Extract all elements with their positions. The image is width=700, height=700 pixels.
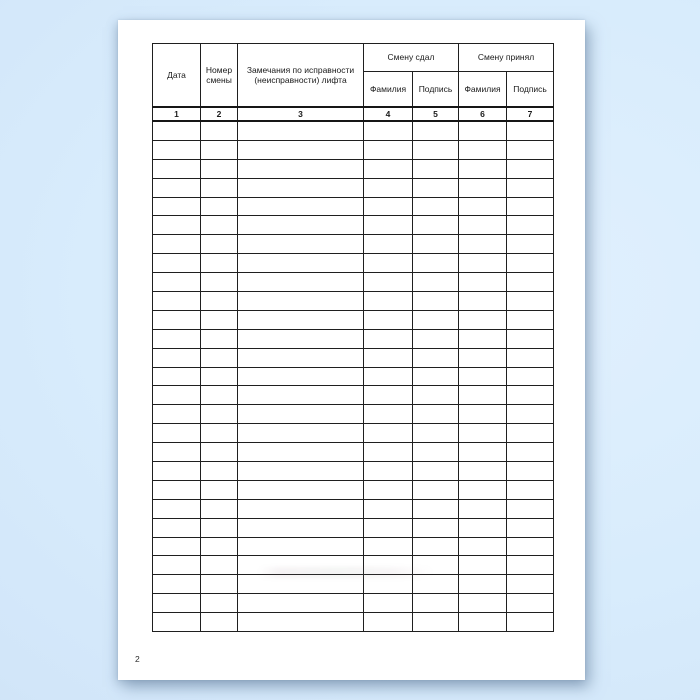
empty-cell-date — [153, 121, 201, 140]
table-row — [153, 443, 554, 462]
empty-cell-date — [153, 348, 201, 367]
table-row — [153, 121, 554, 140]
empty-cell-signature-accepted — [507, 613, 554, 632]
empty-cell-surname-accepted — [459, 405, 507, 424]
empty-cell-shift-number — [201, 121, 238, 140]
table-row — [153, 575, 554, 594]
col-header-signature-accepted: Подпись — [507, 72, 554, 108]
table-row — [153, 273, 554, 292]
empty-cell-signature-handed — [413, 292, 459, 311]
table-row — [153, 197, 554, 216]
column-numbers-row — [153, 107, 554, 121]
empty-cell-date — [153, 424, 201, 443]
empty-cell-surname-handed — [364, 386, 413, 405]
empty-cell-surname-accepted — [459, 273, 507, 292]
empty-cell-signature-handed — [413, 197, 459, 216]
table-row — [153, 254, 554, 273]
empty-cell-surname-handed — [364, 537, 413, 556]
empty-cell-shift-number — [201, 518, 238, 537]
empty-cell-date — [153, 594, 201, 613]
page-number: 2 — [135, 654, 140, 664]
table-row — [153, 367, 554, 386]
empty-cell-shift-number — [201, 310, 238, 329]
empty-cell-signature-accepted — [507, 499, 554, 518]
empty-cell-signature-handed — [413, 310, 459, 329]
empty-cell-surname-accepted — [459, 575, 507, 594]
table-row — [153, 556, 554, 575]
empty-cell-signature-handed — [413, 594, 459, 613]
document-page — [118, 20, 585, 680]
column-number: 3 — [238, 107, 364, 121]
empty-cell-date — [153, 140, 201, 159]
empty-cell-surname-accepted — [459, 310, 507, 329]
empty-cell-date — [153, 462, 201, 481]
empty-cell-surname-accepted — [459, 292, 507, 311]
empty-cell-shift-number — [201, 443, 238, 462]
empty-cell-surname-handed — [364, 197, 413, 216]
table-row — [153, 613, 554, 632]
empty-cell-signature-handed — [413, 367, 459, 386]
empty-cell-signature-handed — [413, 537, 459, 556]
col-header-shift-handed-over: Смену сдал — [364, 44, 459, 72]
table-row — [153, 594, 554, 613]
col-header-remarks: Замечания по исправности (неисправности) лифта — [238, 44, 364, 108]
empty-cell-surname-handed — [364, 613, 413, 632]
col-header-shift-number: Номер смены — [201, 44, 238, 108]
empty-cell-date — [153, 329, 201, 348]
column-number: 4 — [364, 107, 413, 121]
empty-cell-remarks — [238, 480, 364, 499]
empty-cell-signature-accepted — [507, 518, 554, 537]
empty-cell-surname-accepted — [459, 235, 507, 254]
empty-cell-shift-number — [201, 480, 238, 499]
table-row — [153, 140, 554, 159]
empty-cell-remarks — [238, 159, 364, 178]
empty-cell-shift-number — [201, 556, 238, 575]
empty-cell-signature-handed — [413, 575, 459, 594]
empty-cell-surname-accepted — [459, 178, 507, 197]
empty-cell-surname-handed — [364, 121, 413, 140]
table-row — [153, 216, 554, 235]
empty-cell-remarks — [238, 121, 364, 140]
empty-cell-shift-number — [201, 235, 238, 254]
empty-cell-surname-accepted — [459, 197, 507, 216]
empty-cell-shift-number — [201, 292, 238, 311]
empty-cell-remarks — [238, 386, 364, 405]
empty-cell-remarks — [238, 178, 364, 197]
empty-cell-shift-number — [201, 197, 238, 216]
empty-cell-date — [153, 556, 201, 575]
empty-cell-signature-accepted — [507, 273, 554, 292]
empty-cell-signature-accepted — [507, 575, 554, 594]
table-row — [153, 386, 554, 405]
empty-cell-signature-accepted — [507, 556, 554, 575]
empty-cell-surname-handed — [364, 140, 413, 159]
empty-cell-shift-number — [201, 462, 238, 481]
empty-cell-signature-handed — [413, 254, 459, 273]
empty-cell-date — [153, 386, 201, 405]
col-header-signature-handed: Подпись — [413, 72, 459, 108]
table-row — [153, 159, 554, 178]
empty-cell-signature-accepted — [507, 292, 554, 311]
table-row — [153, 499, 554, 518]
empty-cell-shift-number — [201, 159, 238, 178]
empty-cell-surname-accepted — [459, 254, 507, 273]
empty-cell-date — [153, 273, 201, 292]
empty-cell-date — [153, 178, 201, 197]
empty-cell-signature-accepted — [507, 235, 554, 254]
empty-cell-shift-number — [201, 386, 238, 405]
empty-cell-signature-accepted — [507, 443, 554, 462]
empty-cell-remarks — [238, 329, 364, 348]
empty-cell-date — [153, 310, 201, 329]
shift-log-table — [152, 43, 554, 632]
empty-cell-signature-accepted — [507, 197, 554, 216]
empty-cell-remarks — [238, 537, 364, 556]
empty-cell-surname-handed — [364, 348, 413, 367]
empty-cell-remarks — [238, 140, 364, 159]
empty-cell-signature-accepted — [507, 310, 554, 329]
empty-cell-date — [153, 292, 201, 311]
empty-cell-shift-number — [201, 178, 238, 197]
empty-cell-signature-accepted — [507, 348, 554, 367]
empty-cell-signature-accepted — [507, 140, 554, 159]
empty-cell-surname-handed — [364, 159, 413, 178]
empty-cell-remarks — [238, 613, 364, 632]
empty-cell-surname-handed — [364, 499, 413, 518]
empty-cell-date — [153, 367, 201, 386]
table-row — [153, 348, 554, 367]
empty-cell-shift-number — [201, 405, 238, 424]
empty-cell-remarks — [238, 443, 364, 462]
empty-cell-signature-handed — [413, 178, 459, 197]
empty-cell-date — [153, 518, 201, 537]
empty-cell-signature-accepted — [507, 329, 554, 348]
empty-cell-surname-accepted — [459, 121, 507, 140]
empty-cell-surname-handed — [364, 405, 413, 424]
empty-cell-signature-handed — [413, 348, 459, 367]
empty-cell-remarks — [238, 292, 364, 311]
empty-cell-surname-handed — [364, 216, 413, 235]
column-number: 6 — [459, 107, 507, 121]
column-number: 5 — [413, 107, 459, 121]
empty-cell-signature-handed — [413, 518, 459, 537]
empty-cell-date — [153, 197, 201, 216]
empty-cell-remarks — [238, 235, 364, 254]
empty-cell-shift-number — [201, 254, 238, 273]
empty-cell-signature-accepted — [507, 386, 554, 405]
empty-cell-surname-accepted — [459, 480, 507, 499]
empty-cell-surname-accepted — [459, 537, 507, 556]
empty-cell-remarks — [238, 556, 364, 575]
table-row — [153, 310, 554, 329]
empty-cell-surname-handed — [364, 254, 413, 273]
empty-cell-surname-handed — [364, 292, 413, 311]
empty-cell-date — [153, 443, 201, 462]
empty-cell-signature-handed — [413, 140, 459, 159]
empty-cell-shift-number — [201, 140, 238, 159]
empty-cell-remarks — [238, 462, 364, 481]
empty-cell-date — [153, 216, 201, 235]
empty-cell-signature-accepted — [507, 121, 554, 140]
empty-cell-surname-accepted — [459, 216, 507, 235]
empty-cell-signature-handed — [413, 424, 459, 443]
empty-cell-surname-accepted — [459, 518, 507, 537]
empty-cell-shift-number — [201, 575, 238, 594]
empty-cell-shift-number — [201, 216, 238, 235]
empty-cell-shift-number — [201, 613, 238, 632]
empty-cell-date — [153, 235, 201, 254]
empty-cell-shift-number — [201, 594, 238, 613]
empty-cell-surname-accepted — [459, 140, 507, 159]
empty-cell-surname-handed — [364, 329, 413, 348]
empty-cell-surname-accepted — [459, 556, 507, 575]
empty-cell-surname-accepted — [459, 424, 507, 443]
empty-cell-signature-handed — [413, 443, 459, 462]
empty-cell-shift-number — [201, 348, 238, 367]
empty-cell-signature-handed — [413, 216, 459, 235]
empty-cell-signature-handed — [413, 613, 459, 632]
empty-cell-surname-handed — [364, 480, 413, 499]
empty-cell-remarks — [238, 594, 364, 613]
empty-cell-date — [153, 537, 201, 556]
empty-cell-signature-accepted — [507, 480, 554, 499]
empty-cell-signature-accepted — [507, 367, 554, 386]
empty-cell-shift-number — [201, 537, 238, 556]
table-row — [153, 537, 554, 556]
empty-cell-signature-accepted — [507, 405, 554, 424]
col-header-shift-accepted: Смену принял — [459, 44, 554, 72]
empty-cell-surname-handed — [364, 556, 413, 575]
table-row — [153, 462, 554, 481]
empty-cell-surname-handed — [364, 310, 413, 329]
empty-cell-shift-number — [201, 273, 238, 292]
table-row — [153, 178, 554, 197]
empty-cell-surname-handed — [364, 518, 413, 537]
empty-cell-surname-accepted — [459, 329, 507, 348]
empty-cell-signature-accepted — [507, 159, 554, 178]
table-row — [153, 235, 554, 254]
empty-cell-surname-accepted — [459, 499, 507, 518]
empty-cell-surname-accepted — [459, 613, 507, 632]
empty-cell-signature-handed — [413, 405, 459, 424]
empty-cell-signature-accepted — [507, 594, 554, 613]
column-number: 1 — [153, 107, 201, 121]
table-row — [153, 292, 554, 311]
col-header-date: Дата — [153, 44, 201, 108]
empty-cell-signature-handed — [413, 386, 459, 405]
empty-cell-signature-handed — [413, 480, 459, 499]
empty-cell-remarks — [238, 499, 364, 518]
empty-cell-remarks — [238, 575, 364, 594]
empty-cell-signature-accepted — [507, 254, 554, 273]
empty-cell-shift-number — [201, 499, 238, 518]
empty-cell-surname-handed — [364, 367, 413, 386]
empty-cell-remarks — [238, 197, 364, 216]
empty-cell-date — [153, 254, 201, 273]
empty-cell-surname-handed — [364, 178, 413, 197]
empty-cell-signature-accepted — [507, 462, 554, 481]
empty-cell-remarks — [238, 367, 364, 386]
empty-cell-remarks — [238, 254, 364, 273]
table-row — [153, 518, 554, 537]
empty-cell-shift-number — [201, 367, 238, 386]
empty-cell-shift-number — [201, 424, 238, 443]
empty-cell-surname-handed — [364, 424, 413, 443]
empty-cell-date — [153, 405, 201, 424]
empty-cell-signature-handed — [413, 159, 459, 178]
empty-cell-remarks — [238, 216, 364, 235]
empty-cell-surname-accepted — [459, 443, 507, 462]
empty-cell-remarks — [238, 405, 364, 424]
empty-cell-signature-accepted — [507, 216, 554, 235]
empty-cell-signature-handed — [413, 499, 459, 518]
empty-cell-surname-handed — [364, 575, 413, 594]
table-row — [153, 424, 554, 443]
empty-cell-surname-handed — [364, 443, 413, 462]
empty-cell-surname-accepted — [459, 159, 507, 178]
empty-cell-remarks — [238, 273, 364, 292]
col-header-surname-accepted: Фамилия — [459, 72, 507, 108]
header-row-top — [153, 44, 554, 72]
empty-cell-surname-handed — [364, 273, 413, 292]
empty-cell-surname-accepted — [459, 462, 507, 481]
empty-cell-signature-handed — [413, 329, 459, 348]
empty-cell-signature-handed — [413, 462, 459, 481]
empty-cell-remarks — [238, 310, 364, 329]
empty-rows — [153, 121, 554, 632]
empty-cell-signature-handed — [413, 235, 459, 254]
empty-cell-surname-accepted — [459, 594, 507, 613]
empty-cell-date — [153, 499, 201, 518]
empty-cell-remarks — [238, 424, 364, 443]
empty-cell-shift-number — [201, 329, 238, 348]
empty-cell-surname-accepted — [459, 348, 507, 367]
table-row — [153, 405, 554, 424]
empty-cell-surname-accepted — [459, 367, 507, 386]
empty-cell-surname-accepted — [459, 386, 507, 405]
empty-cell-signature-handed — [413, 121, 459, 140]
empty-cell-signature-accepted — [507, 424, 554, 443]
empty-cell-signature-accepted — [507, 178, 554, 197]
table-row — [153, 329, 554, 348]
empty-cell-surname-handed — [364, 462, 413, 481]
empty-cell-surname-handed — [364, 594, 413, 613]
empty-cell-date — [153, 480, 201, 499]
empty-cell-remarks — [238, 348, 364, 367]
empty-cell-surname-handed — [364, 235, 413, 254]
empty-cell-remarks — [238, 518, 364, 537]
empty-cell-date — [153, 613, 201, 632]
column-number: 7 — [507, 107, 554, 121]
empty-cell-signature-accepted — [507, 537, 554, 556]
empty-cell-signature-handed — [413, 556, 459, 575]
empty-cell-date — [153, 159, 201, 178]
empty-cell-date — [153, 575, 201, 594]
empty-cell-signature-handed — [413, 273, 459, 292]
col-header-surname-handed: Фамилия — [364, 72, 413, 108]
table-row — [153, 480, 554, 499]
column-number: 2 — [201, 107, 238, 121]
